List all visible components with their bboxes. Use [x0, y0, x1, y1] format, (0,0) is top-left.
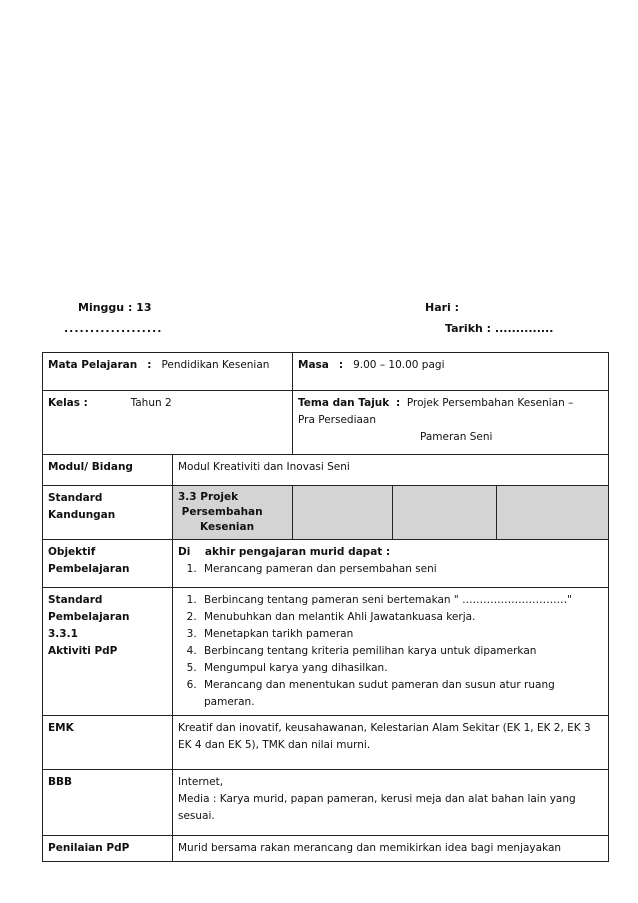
content-standard-label: Standard Kandungan — [43, 486, 173, 540]
theme-value-3: Pameran Seni — [420, 431, 493, 443]
objective-intro: Di akhir pengajaran murid dapat : — [178, 546, 391, 558]
row-content-standard — [43, 486, 609, 540]
activity-item: 2. Menubuhkan dan melantik Ahli Jawatankuasa kerja. — [200, 609, 603, 626]
theme-cell: Tema dan Tajuk : Projek Persembahan Kesenian – Pra Persediaan Pameran Seni — [293, 391, 609, 455]
learning-standard-label: Standard Pembelajaran 3.3.1 Aktiviti PdP — [43, 588, 173, 716]
content-standard-value: 3.3 Projek Persembahan Kesenian — [173, 486, 293, 540]
class-label: Kelas : — [48, 397, 88, 409]
activity-item: 1. Berbincang tentang pameran seni bertemakan " …………………………" — [200, 592, 603, 609]
row-subject — [43, 353, 609, 391]
row-class — [43, 391, 609, 455]
content-standard-blank-1 — [293, 486, 393, 540]
time-value: 9.00 – 10.00 pagi — [353, 359, 445, 371]
bbb-label: BBB — [43, 770, 173, 836]
class-cell — [43, 391, 293, 455]
objective-item: 1. Merancang pameran dan persembahan seni — [200, 561, 603, 578]
learning-standard-value — [173, 588, 609, 716]
module-value: Modul Kreativiti dan Inovasi Seni — [173, 455, 609, 486]
week-label: Minggu : 13 — [78, 301, 152, 314]
date-label: Tarikh : .............. — [445, 322, 554, 335]
day-label: Hari : — [425, 301, 460, 314]
theme-value-1: Projek Persembahan Kesenian – — [406, 397, 574, 409]
activity-item: 5. Mengumpul karya yang dihasilkan. — [200, 660, 603, 677]
assessment-label: Penilaian PdP — [43, 836, 173, 862]
assessment-value: Murid bersama rakan merancang dan memikirkan idea bagi menjayakan — [173, 836, 609, 862]
content-standard-blank-3 — [497, 486, 609, 540]
module-label: Modul/ Bidang — [43, 455, 173, 486]
time-label: Masa — [298, 359, 329, 371]
row-assessment — [43, 836, 609, 862]
emk-value: Kreatif dan inovatif, keusahawanan, Kelestarian Alam Sekitar (EK 1, EK 2, EK 3 EK 4 dan EK 5), TMK dan nilai murni. — [173, 716, 609, 770]
subject-label: Mata Pelajaran — [48, 359, 138, 371]
bbb-value: Internet, Media : Karya murid, papan pameran, kerusi meja dan alat bahan lain yang sesuai. — [173, 770, 609, 836]
subject-value: Pendidikan Kesenian — [161, 359, 270, 371]
row-module — [43, 455, 609, 486]
time-cell: Masa : 9.00 – 10.00 pagi — [293, 353, 609, 391]
theme-value-2: Pra Persediaan — [298, 414, 377, 426]
row-objective — [43, 540, 609, 588]
lesson-plan-table — [42, 352, 609, 862]
row-learning-standard — [43, 588, 609, 716]
activity-item: 6. Merancang dan menentukan sudut pameran dan susun atur ruang pameran. — [200, 677, 603, 711]
row-emk — [43, 716, 609, 770]
dots-left: ................... — [64, 322, 163, 335]
theme-label: Tema dan Tajuk — [298, 397, 390, 409]
emk-label: EMK — [43, 716, 173, 770]
content-standard-blank-2 — [393, 486, 497, 540]
activity-item: 3. Menetapkan tarikh pameran — [200, 626, 603, 643]
class-value: Tahun 2 — [130, 397, 172, 409]
objective-label: Objektif Pembelajaran — [43, 540, 173, 588]
row-bbb — [43, 770, 609, 836]
activity-item: 4. Berbincang tentang kriteria pemilihan karya untuk dipamerkan — [200, 643, 603, 660]
subject-cell: Mata Pelajaran : Pendidikan Kesenian — [43, 353, 293, 391]
objective-value — [173, 540, 609, 588]
